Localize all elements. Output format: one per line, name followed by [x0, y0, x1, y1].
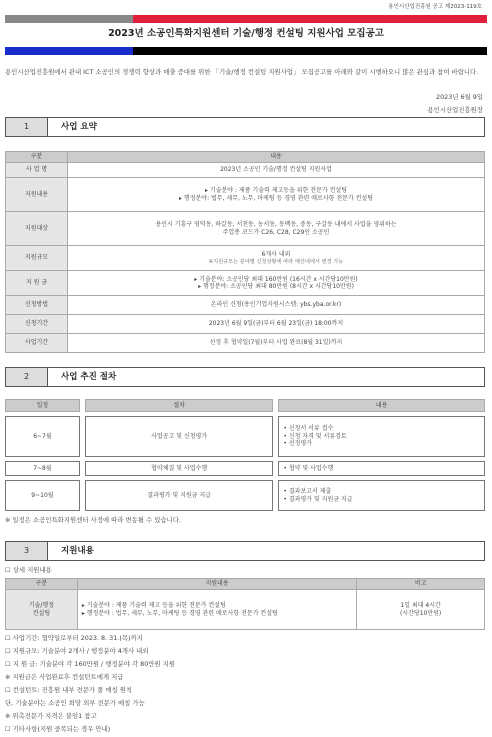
support-detail-line: ☐ 컨설턴트: 진흥원 내부 전문가 풀 매칭 원칙: [5, 686, 133, 694]
procedure-step: 사업공고 및 신청평가: [85, 417, 273, 457]
support-detail-line: ※ 위촉전문가 자격은 붙임1 참고: [5, 712, 97, 720]
section-header-2: [5, 367, 485, 387]
summary-value: [68, 246, 485, 271]
summary-label: 지원규모: [6, 246, 68, 271]
procedure-header-step: 절차: [85, 400, 273, 412]
procedure-period: 6~7월: [6, 417, 80, 457]
procedure-period: 7~8월: [6, 462, 80, 476]
summary-label: 지원내용: [6, 178, 68, 212]
summary-line: ▸ 행정분야: 법무, 세무, 노무, 마케팅 등 경영 관련 애로사항 전문가 컨설팅: [178, 194, 374, 202]
procedure-item: • 결과평가 및 지원금 지급: [283, 495, 353, 503]
summary-footnote: ※지원규모는 분야별 신청상황에 따라 예산내에서 변경 가능: [208, 258, 344, 265]
section-header-3: [5, 541, 485, 561]
procedure-header-content: 내용: [279, 400, 485, 412]
support-header-category: 구분: [6, 579, 78, 590]
section-number: 3: [6, 542, 48, 560]
announcement-date: 2023년 6월 9일: [436, 93, 483, 101]
support-table: [5, 578, 485, 630]
issuer-name: 용인시산업진흥원장: [427, 106, 483, 114]
support-header-content: 지원내용: [77, 579, 356, 590]
support-subheading: ☐ 상세 지원내용: [5, 566, 52, 574]
support-content: [77, 590, 356, 630]
support-detail-line: ☐ 지원규모: 기술분야 2개사 / 행정분야 4개사 내외: [5, 647, 149, 655]
support-content-line: ▸ 기술분야 : 제품 기술력 제고 등을 위한 전문가 컨설팅: [81, 602, 226, 609]
procedure-item: • 선정평가: [283, 440, 313, 448]
summary-label: 신청기간: [6, 315, 68, 334]
support-detail-line: ※ 지원금은 사업완료후 컨설턴트에게 지급: [5, 673, 124, 681]
summary-line: 용인시 기흥구 영덕동, 하갈동, 서천동, 농서동, 동백동, 중동, 구갈동 내에서 사업을 영위하는: [155, 221, 397, 228]
procedure-item: • 협약 및 사업수행: [283, 464, 334, 472]
procedure-item: • 결과보고서 제출: [283, 488, 332, 495]
summary-header-content: 내용: [68, 152, 485, 163]
support-category-line: 기술/행정: [28, 602, 55, 609]
summary-line: 주업종 코드가 C26, C28, C29인 소공인: [222, 228, 330, 236]
summary-label: 신청방법: [6, 296, 68, 315]
summary-line: 6개사 내외: [261, 251, 291, 258]
summary-value: 2023년 6월 9일(금)부터 6월 23일(금) 18:00까지: [68, 315, 485, 334]
section-title: 지원내용: [61, 546, 94, 556]
summary-line: ▸ 기술분야: 소공인당 최대 160만원 (16시간 x 시간당10만원): [194, 275, 358, 283]
support-content-line: ▸ 행정분야 : 법무, 세무, 노무, 마케팅 등 경영 관련 애로사항 전문가 컨설팅: [81, 609, 278, 617]
procedure-item: • 신청 자격 및 서류검토: [283, 432, 347, 440]
procedure-note: ※ 일정은 소공인특화지원센터 사정에 따라 변동될 수 있습니다.: [5, 516, 181, 524]
support-note: [357, 590, 485, 630]
procedure-items: [279, 462, 485, 476]
section-title: 사업 요약: [61, 122, 97, 132]
support-category: [6, 590, 78, 630]
page-title: 2023년 소공인특화지원센터 기술/행정 컨설팅 지원사업 모집공고: [108, 28, 384, 39]
title-underline-bar: [5, 47, 487, 55]
procedure-step: 협약체결 및 사업수행: [85, 462, 273, 476]
support-detail-line: ☐ 지 원 금: 기술분야 각 160만원 / 행정분야 각 80만원 지원: [5, 660, 176, 668]
support-detail-line: 단, 기술분야는 소공인 희망 외부 전문가 매칭 가능: [5, 699, 145, 707]
procedure-step: 결과평가 및 지원금 지급: [85, 481, 273, 511]
document-number: 용인시산업진흥원 공고 제2023-119호: [388, 4, 482, 10]
support-detail-line: ☐ 사업기간: 협약일로부터 2023. 8. 31.(목)까지: [5, 634, 143, 642]
section-number: 2: [6, 368, 48, 386]
procedure-period: 9~10월: [6, 481, 80, 511]
summary-value: [68, 212, 485, 246]
summary-value: 2023년 소공인 기술/행정 컨설팅 지원사업: [68, 163, 485, 178]
header-color-bar: [5, 15, 487, 23]
summary-header-category: 구분: [6, 152, 68, 163]
section-number: 1: [6, 118, 48, 136]
procedure-item: • 신청서 서류 접수: [283, 425, 334, 433]
summary-table: [5, 151, 485, 353]
support-detail-line: ☐ 기타사항(지원 중복되는 경우 안내): [5, 725, 111, 733]
summary-label: 사업기간: [6, 334, 68, 353]
procedure-table: [5, 399, 485, 511]
intro-paragraph: 용인시산업진흥원에서 관내 ICT 소공인의 경쟁력 향상과 매출 증대를 위한 「기술/행정 컨설팅 지원사업」 모집공고를 아래와 같이 시행하오니 많은 관심과 참여 바랍니다.: [5, 68, 479, 76]
procedure-items: [279, 481, 485, 511]
support-category-line: 컨설팅: [32, 609, 51, 617]
summary-line: ▸ 기술분야 : 제품 기술력 제고등을 위한 전문가 컨설팅: [204, 187, 347, 194]
support-note-line: 1일 최대 4시간: [400, 602, 441, 609]
summary-value: [68, 178, 485, 212]
support-header-note: 비고: [357, 579, 485, 590]
summary-label: 지 원 금: [6, 271, 68, 296]
section-title: 사업 추진 절차: [61, 372, 117, 382]
support-note-line: (시간당10만원): [399, 609, 442, 617]
summary-line: ▸ 행정분야: 소공인당 최대 80만원 (8시간 x 시간당10만원): [198, 283, 354, 290]
summary-value: 온라인 신청(용인기업지원시스템: ybs.yba.or.kr): [68, 296, 485, 315]
summary-label: 지원대상: [6, 212, 68, 246]
summary-value: [68, 271, 485, 296]
procedure-header-period: 일정: [6, 400, 80, 412]
procedure-items: [279, 417, 485, 457]
summary-value: 선정 후 협약일(7월)부터 사업 완료(8월 31일)까지: [68, 334, 485, 353]
summary-label: 사 업 명: [6, 163, 68, 178]
section-header-1: [5, 117, 485, 137]
